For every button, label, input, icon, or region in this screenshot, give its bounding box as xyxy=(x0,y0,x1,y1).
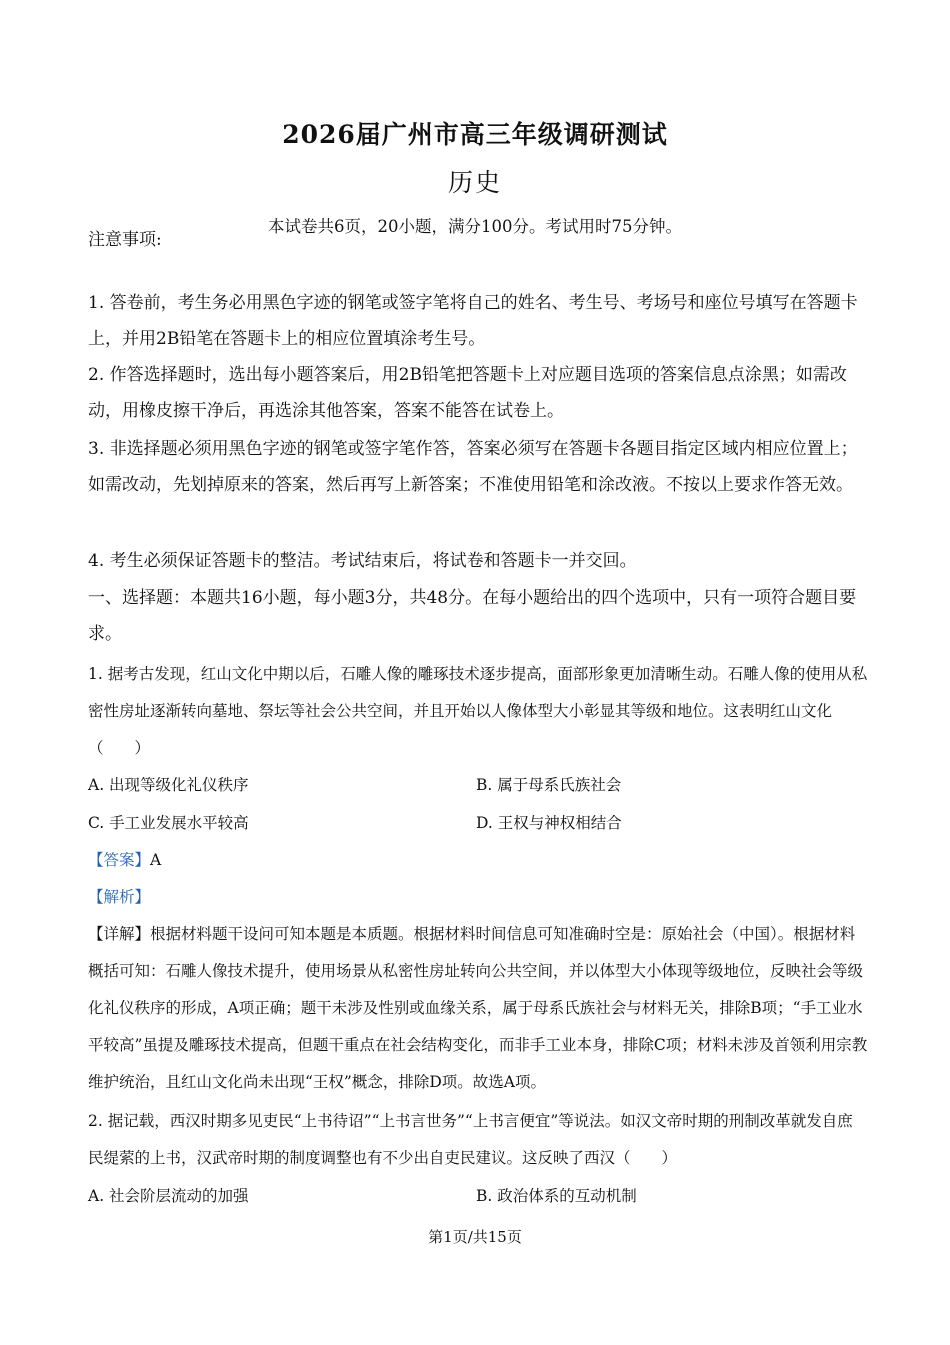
notice-item-3: 3. 非选择题必须用黑色字迹的钢笔或签字笔作答，答案必须写在答题卡各题目指定区域内相应位置上；如需改动，先划掉原来的答案，然后再写上新答案；不准使用铅笔和涂改液。不按以上要求作答无效。 xyxy=(88,439,858,495)
q1-option-a: A. 出现等级化礼仪秩序 xyxy=(88,776,249,794)
q1-detail xyxy=(88,916,868,1101)
exam-title: 2026届广州市高三年级调研测试 xyxy=(282,120,668,149)
q1-option-d: D. 王权与神权相结合 xyxy=(476,814,622,832)
question-1-stem: 1. 据考古发现，红山文化中期以后，石雕人像的雕琢技术逐步提高，面部形象更加清晰生动。石雕人像的使用从私密性房址逐渐转向墓地、祭坛等社会公共空间，并且开始以人像体型大小彰显其等级和地位。这表明红山文化（ ） xyxy=(88,665,868,757)
exam-subject: 历史 xyxy=(447,168,502,197)
q1-analysis-label xyxy=(88,885,150,909)
question-2-stem: 2. 据记载，西汉时期多见吏民“上书待诏”“上书言世务”“上书言便宜”等说法。如汉文帝时期的刑制改革就发自庶民缇萦的上书，汉武帝时期的制度调整也有不少出自吏民建议。这反映了西汉（ ） xyxy=(88,1112,853,1167)
exam-meta: 本试卷共6页，20小题，满分100分。考试用时75分钟。 xyxy=(268,217,682,236)
q2-option-b: B. 政治体系的互动机制 xyxy=(476,1187,637,1205)
analysis-tag: 【解析】 xyxy=(88,888,151,906)
notice-item-4: 4. 考生必须保证答题卡的整洁。考试结束后，将试卷和答题卡一并交回。 xyxy=(88,551,637,571)
q1-option-c: C. 手工业发展水平较高 xyxy=(88,814,249,832)
q2-option-a: A. 社会阶层流动的加强 xyxy=(88,1187,249,1205)
notice-item-2: 2. 作答选择题时，选出每小题答案后，用2B铅笔把答题卡上对应题目选项的答案信息点涂黑；如需改动，用橡皮擦干净后，再选涂其他答案，答案不能答在试卷上。 xyxy=(88,365,847,421)
detail-text: 根据材料题干设问可知本题是本质题。根据材料时间信息可知准确时空是：原始社会（中国）。根据材料概括可知：石雕人像技术提升，使用场景从私密性房址转向公共空间，并以体型大小体现等级地位，反映社会等级化礼仪秩序的形成，A项正确；题干未涉及性别或血缘关系，属于母系氏族社会与材料无关，排除B项；“手工业水平较高”虽提及雕琢技术提高，但题干重点在社会结构变化，而非手工业本身，排除C项；材料未涉及首领利用宗教维护统治，且红山文化尚未出现“王权”概念，排除D项。故选A项。 xyxy=(88,925,868,1091)
answer-tag: 【答案】 xyxy=(88,851,151,869)
page-footer: 第1页/共15页 xyxy=(428,1228,522,1246)
answer-value: A xyxy=(150,851,162,869)
section-intro: 一、选择题：本题共16小题，每小题3分，共48分。在每小题给出的四个选项中，只有一项符合题目要求。 xyxy=(88,588,857,644)
q1-option-b: B. 属于母系氏族社会 xyxy=(476,776,622,794)
notice-heading: 注意事项: xyxy=(88,230,162,250)
notice-item-1: 1. 答卷前，考生务必用黑色字迹的钢笔或签字笔将自己的姓名、考生号、考场号和座位号填写在答题卡上，并用2B铅笔在答题卡上的相应位置填涂考生号。 xyxy=(88,293,858,349)
q1-answer xyxy=(88,848,161,872)
detail-tag: 【详解】 xyxy=(88,925,151,943)
